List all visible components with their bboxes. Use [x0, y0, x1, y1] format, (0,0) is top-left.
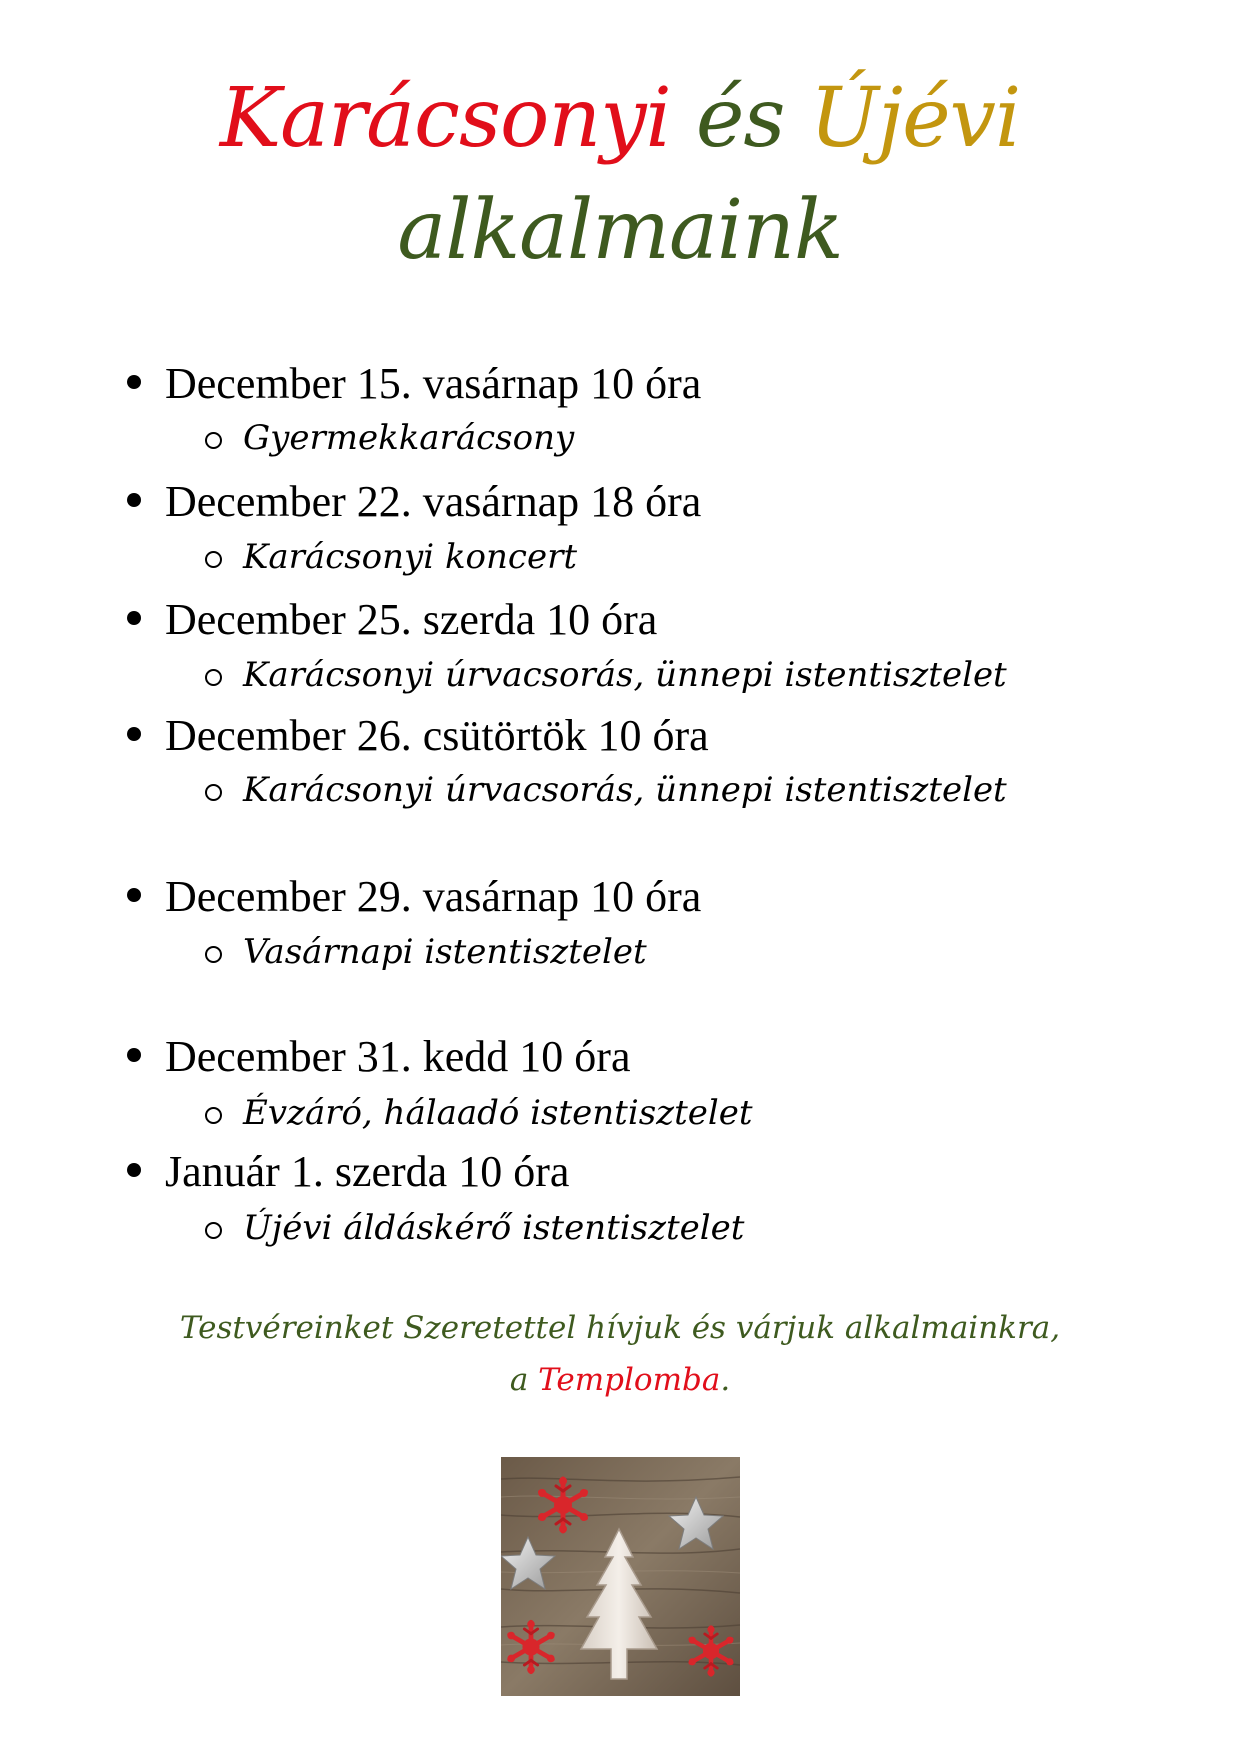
invitation-prefix: a [509, 1362, 539, 1398]
event-date-4: December 26. csütörtök 10 óra [165, 711, 709, 760]
event-title-6: Évzáró, hálaadó istentisztelet [243, 1093, 753, 1133]
page-title-line-1 [0, 71, 1240, 166]
bullet-icon [127, 611, 141, 625]
bullet-icon [127, 375, 141, 389]
title-word-ujevi: Újévi [809, 71, 1021, 166]
event-date-2: December 22. vasárnap 18 óra [165, 477, 702, 526]
event-title-2: Karácsonyi koncert [243, 537, 577, 577]
invitation-suffix: . [720, 1362, 731, 1398]
event-title-7: Újévi áldáskérő istentisztelet [243, 1208, 745, 1248]
page-title-line-2: alkalmaink [397, 183, 843, 278]
event-title-5: Vasárnapi istentisztelet [243, 932, 647, 972]
circle-bullet-icon [205, 669, 222, 686]
event-date-6: December 31. kedd 10 óra [165, 1032, 631, 1081]
title-word-es: és [695, 71, 785, 166]
circle-bullet-icon [205, 1222, 222, 1239]
event-date-1: December 15. vasárnap 10 óra [165, 359, 702, 408]
circle-bullet-icon [205, 551, 222, 568]
bullet-icon [127, 727, 141, 741]
event-title-1: Gyermekkarácsony [243, 418, 575, 458]
invitation-line-2 [0, 1362, 1240, 1398]
circle-bullet-icon [205, 1107, 222, 1124]
circle-bullet-icon [205, 946, 222, 963]
event-date-5: December 29. vasárnap 10 óra [165, 872, 702, 921]
event-date-3: December 25. szerda 10 óra [165, 595, 658, 644]
bullet-icon [127, 888, 141, 902]
event-title-4: Karácsonyi úrvacsorás, ünnepi istentisztelet [243, 770, 1007, 810]
invitation-highlight: Templomba [538, 1362, 721, 1398]
circle-bullet-icon [205, 432, 222, 449]
christmas-decoration-image [501, 1457, 740, 1696]
invitation-line-1: Testvéreinket Szeretettel hívjuk és várjuk alkalmainkra, [179, 1310, 1061, 1346]
bullet-icon [127, 493, 141, 507]
event-title-3: Karácsonyi úrvacsorás, ünnepi istentisztelet [243, 655, 1007, 695]
circle-bullet-icon [205, 784, 222, 801]
bullet-icon [127, 1163, 141, 1177]
bullet-icon [127, 1048, 141, 1062]
event-date-7: Január 1. szerda 10 óra [165, 1147, 570, 1196]
title-word-karacsonyi: Karácsonyi [219, 71, 671, 166]
